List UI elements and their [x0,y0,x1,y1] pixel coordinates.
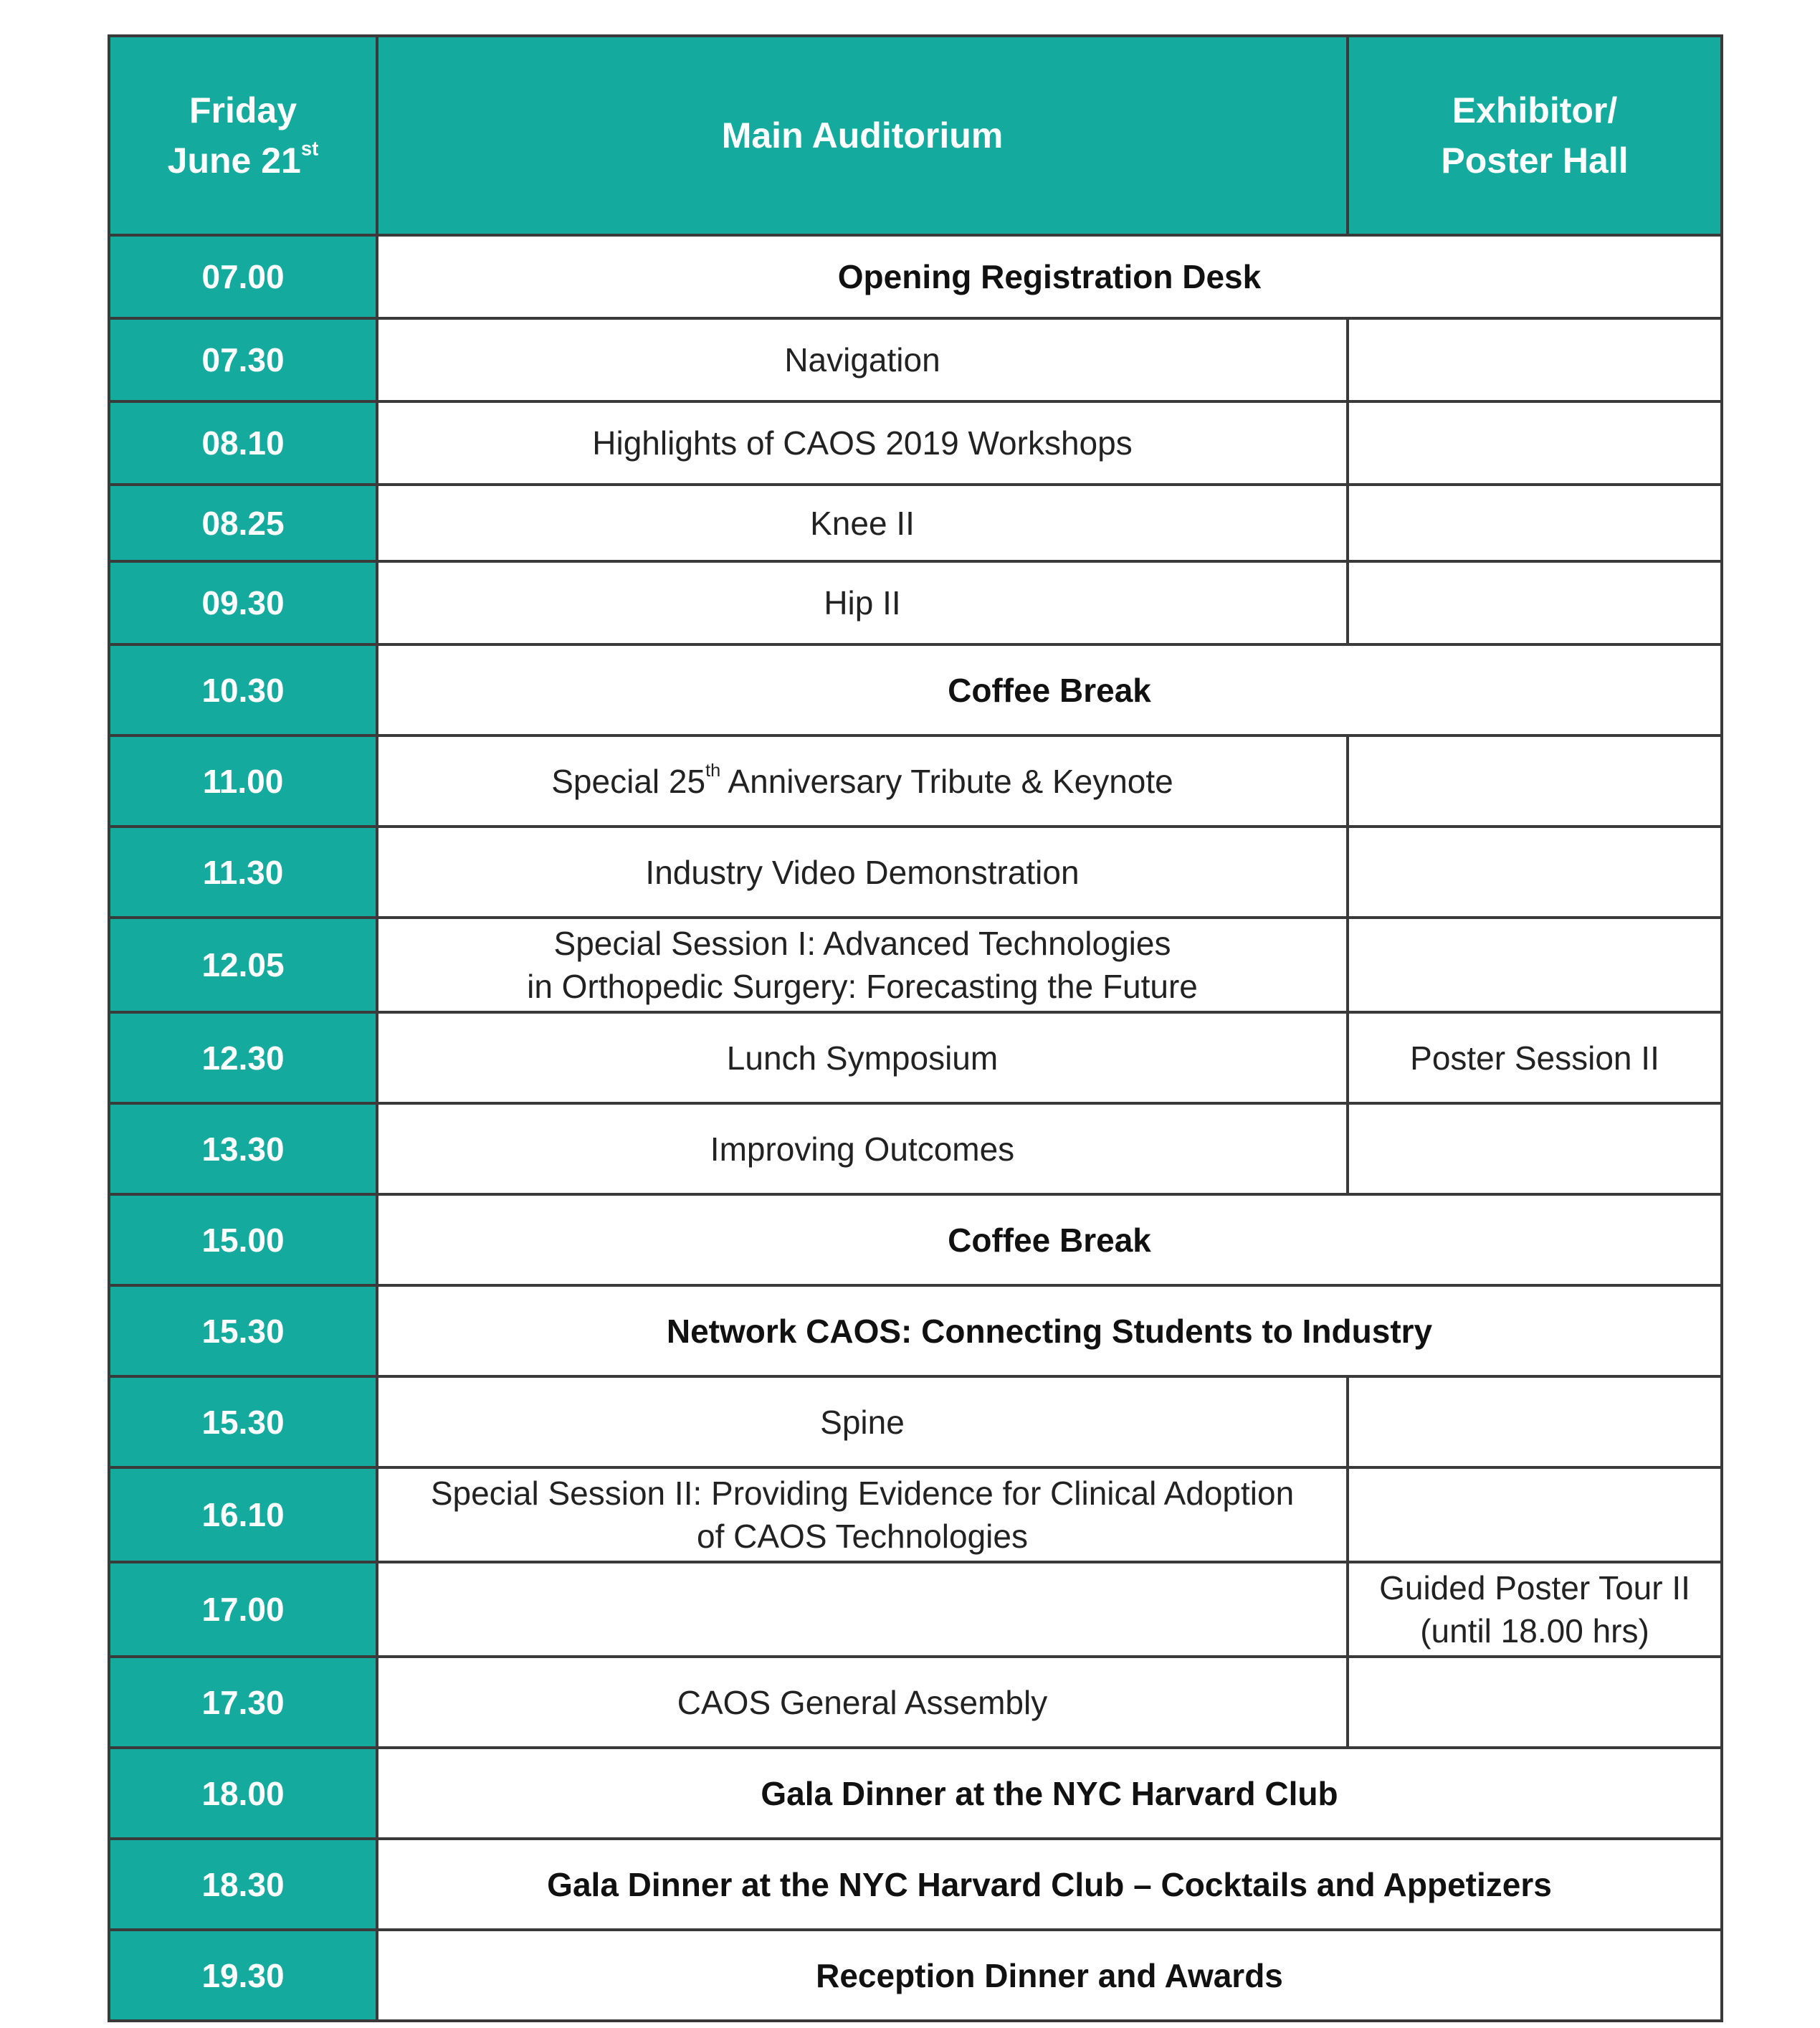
event-cell: Reception Dinner and Awards [377,1930,1722,2021]
time-cell: 09.30 [109,561,377,644]
event-cell: Navigation [377,318,1348,401]
time-cell: 07.00 [109,235,377,318]
event-cell: Highlights of CAOS 2019 Workshops [377,401,1348,485]
time-cell: 07.30 [109,318,377,401]
time-cell: 18.30 [109,1839,377,1930]
hall-cell [1348,735,1722,827]
main-auditorium-header: Main Auditorium [377,36,1348,235]
table-row [109,827,1722,918]
hall-cell: Guided Poster Tour II (until 18.00 hrs) [1348,1562,1722,1657]
hall-cell [1348,1103,1722,1194]
hall-cell [1348,1657,1722,1748]
time-cell: 19.30 [109,1930,377,2021]
time-cell: 11.00 [109,735,377,827]
event-cell: CAOS General Assembly [377,1657,1348,1748]
table-row [109,561,1722,644]
table-row [109,1103,1722,1194]
poster-hall-header: Exhibitor/ Poster Hall [1348,36,1722,235]
time-cell: 12.05 [109,918,377,1012]
time-cell: 08.25 [109,485,377,561]
table-row [109,1657,1722,1748]
event-cell: Opening Registration Desk [377,235,1722,318]
event-cell: Hip II [377,561,1348,644]
event-cell [377,1562,1348,1657]
time-cell: 17.00 [109,1562,377,1657]
table-row [109,735,1722,827]
hall-cell [1348,1376,1722,1467]
table-row [109,1194,1722,1285]
table-row [109,918,1722,1012]
hall-cell [1348,561,1722,644]
table-row [109,1748,1722,1839]
table-row [109,1285,1722,1376]
hall-cell [1348,485,1722,561]
hall-cell [1348,827,1722,918]
hall-cell [1348,1467,1722,1562]
hall-cell: Poster Session II [1348,1012,1722,1103]
table-row [109,1012,1722,1103]
time-cell: 15.00 [109,1194,377,1285]
event-cell: Improving Outcomes [377,1103,1348,1194]
table-row [109,235,1722,318]
time-cell: 11.30 [109,827,377,918]
time-cell: 13.30 [109,1103,377,1194]
time-cell: 16.10 [109,1467,377,1562]
hall-cell [1348,318,1722,401]
table-row [109,1467,1722,1562]
time-cell: 10.30 [109,644,377,735]
event-cell: Spine [377,1376,1348,1467]
table-row [109,318,1722,401]
event-cell: Industry Video Demonstration [377,827,1348,918]
table-row [109,644,1722,735]
time-cell: 15.30 [109,1376,377,1467]
event-cell: Gala Dinner at the NYC Harvard Club [377,1748,1722,1839]
time-cell: 08.10 [109,401,377,485]
event-cell: Special 25th Anniversary Tribute & Keynote [377,735,1348,827]
event-cell: Network CAOS: Connecting Students to Industry [377,1285,1722,1376]
hall-cell [1348,401,1722,485]
event-cell: Lunch Symposium [377,1012,1348,1103]
table-row [109,1562,1722,1657]
table-row [109,1376,1722,1467]
time-cell: 15.30 [109,1285,377,1376]
event-cell: Knee II [377,485,1348,561]
event-cell: Special Session I: Advanced Technologies in Orthopedic Surgery: Forecasting the Future [377,918,1348,1012]
time-cell: 17.30 [109,1657,377,1748]
schedule-table [108,34,1723,2022]
table-row [109,1930,1722,2021]
event-cell: Coffee Break [377,644,1722,735]
table-row [109,401,1722,485]
table-row [109,485,1722,561]
header-row [109,36,1722,235]
table-row [109,1839,1722,1930]
time-cell: 12.30 [109,1012,377,1103]
event-cell: Special Session II: Providing Evidence for Clinical Adoption of CAOS Technologies [377,1467,1348,1562]
time-cell: 18.00 [109,1748,377,1839]
event-cell: Gala Dinner at the NYC Harvard Club – Cocktails and Appetizers [377,1839,1722,1930]
hall-cell [1348,918,1722,1012]
day-header: Friday June 21st [109,36,377,235]
event-cell: Coffee Break [377,1194,1722,1285]
